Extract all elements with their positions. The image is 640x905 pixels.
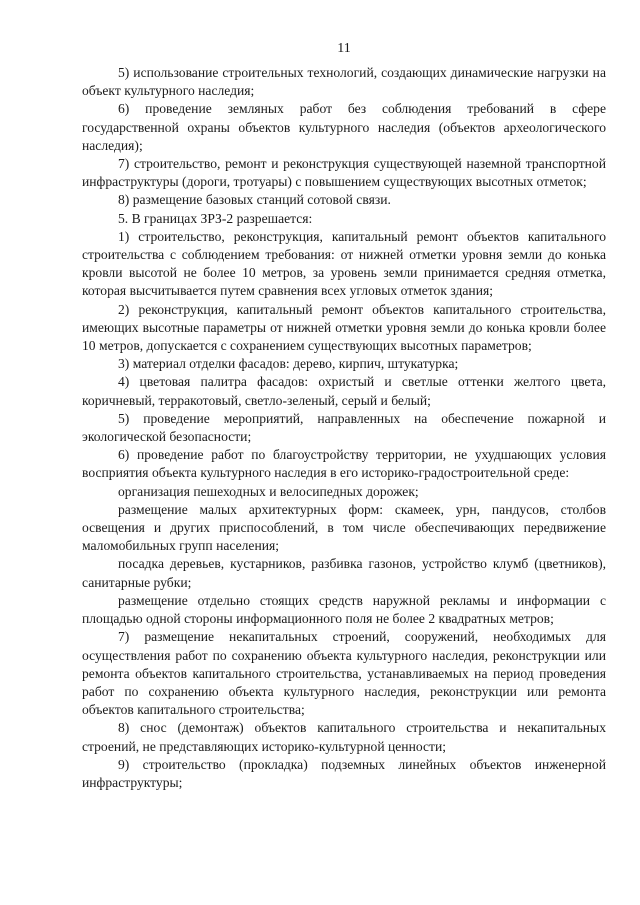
paragraph: 4) цветовая палитра фасадов: охристый и светлые оттенки желтого цвета, коричневый, терракотовый, светло-зеленый, серый и белый; bbox=[82, 374, 606, 408]
paragraph: 5) проведение мероприятий, направленных на обеспечение пожарной и экологической безопасности; bbox=[82, 410, 606, 445]
document-body bbox=[82, 64, 606, 792]
paragraph: 5. В границах ЗРЗ-2 разрешается: bbox=[118, 210, 313, 226]
paragraph: 8) снос (демонтаж) объектов капитального строительства и некапитальных строений, не представляющих историко-культурной ценности; bbox=[82, 720, 606, 754]
paragraph: посадка деревьев, кустарников, разбивка газонов, устройство клумб (цветников), санитарные рубки; bbox=[82, 556, 606, 590]
paragraph: 6) проведение земляных работ без соблюдения требований в сфере государственной охраны объектов культурного наследия (объектов археологического наследия); bbox=[82, 101, 606, 153]
paragraph: организация пешеходных и велосипедных дорожек; bbox=[118, 483, 419, 499]
paragraph: 8) размещение базовых станций сотовой связи. bbox=[118, 192, 391, 208]
paragraph: 7) размещение некапитальных строений, сооружений, необходимых для осуществления работ по сохранению объекта культурного наследия, реконструкции или ремонта объектов капитального строительства, устанавливаемых на период проведения работ по сохранению объекта культурного наследия, реконструкции или ремонта объектов капитального строительства; bbox=[82, 629, 606, 718]
paragraph: 6) проведение работ по благоустройству территории, не ухудшающих условия восприятия объекта культурного наследия в его историко-градостроительной среде: bbox=[82, 447, 606, 481]
paragraph: 1) строительство, реконструкция, капитальный ремонт объектов капитального строительства с соблюдением требования: от нижней отметки уровня земли до конька кровли высотой не более 10 метров, за уровень земли принимается средняя отметка, которая высчитывается путем сравнения всех угловых отметок здания; bbox=[82, 228, 606, 299]
paragraph: размещение малых архитектурных форм: скамеек, урн, пандусов, столбов освещения и других приспособлений, в том числе обеспечивающих передвижение маломобильных групп населения; bbox=[82, 501, 606, 554]
paragraph: 5) использование строительных технологий, создающих динамические нагрузки на объект культурного наследия; bbox=[82, 65, 606, 99]
paragraph: 2) реконструкция, капитальный ремонт объектов капитального строительства, имеющих высотные параметры от нижней отметки уровня земли до конька кровли более 10 метров, допускается с сохранением существующих высотных параметров; bbox=[82, 301, 606, 354]
paragraph: размещение отдельно стоящих средств наружной рекламы и информации с площадью одной стороны информационного поля не более 2 квадратных метров; bbox=[82, 592, 606, 627]
paragraph: 7) строительство, ремонт и реконструкция существующей наземной транспортной инфраструктуры (дороги, тротуары) с повышением существующих высотных отметок; bbox=[82, 156, 606, 190]
paragraph: 9) строительство (прокладка) подземных линейных объектов инженерной инфраструктуры; bbox=[82, 756, 606, 790]
paragraph: 3) материал отделки фасадов: дерево, кирпич, штукатурка; bbox=[118, 356, 459, 372]
page-number: 11 bbox=[337, 41, 351, 56]
